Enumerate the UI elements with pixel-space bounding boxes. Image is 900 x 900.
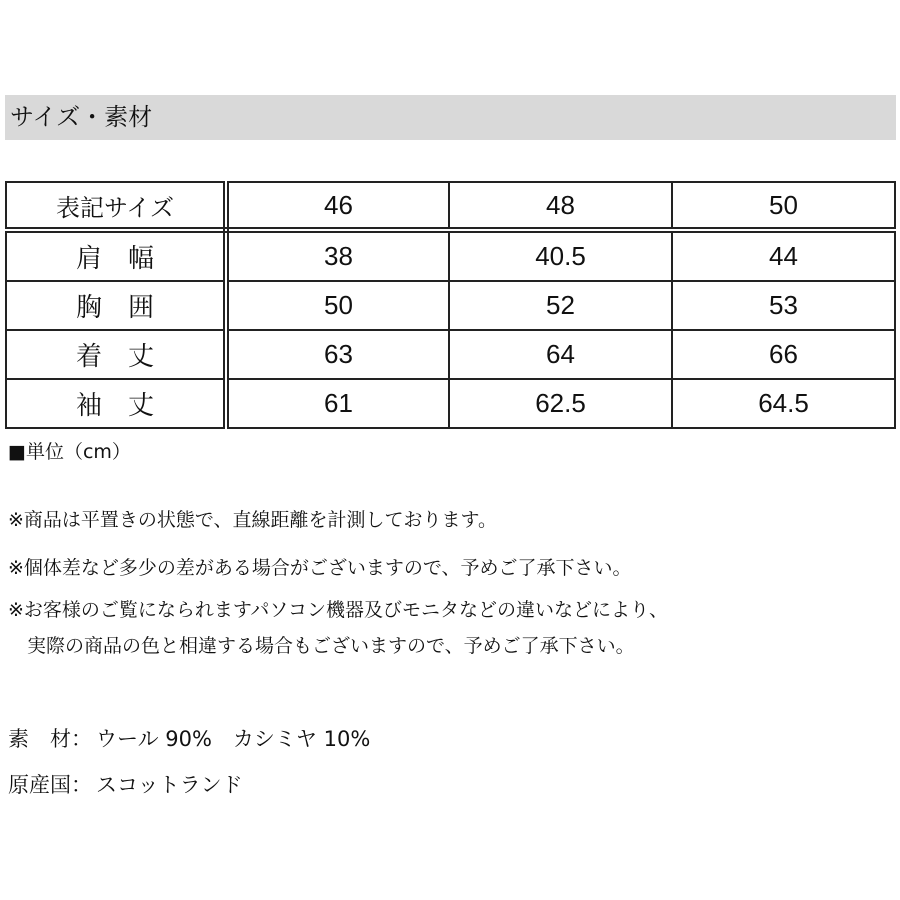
table-cell: 52	[449, 281, 672, 330]
unit-note: ■単位（cm）	[8, 441, 131, 463]
table-header-row	[6, 182, 895, 230]
table-cell: 44	[672, 230, 895, 281]
note-measurement: ※商品は平置きの状態で、直線距離を計測しております。	[8, 509, 498, 531]
table-cell: 61	[226, 379, 449, 428]
row-label-shoulder: 肩 幅	[6, 230, 226, 281]
origin-line	[8, 771, 243, 799]
row-label-chest: 胸 囲	[6, 281, 226, 330]
note-monitor: ※お客様のご覧になられますパソコン機器及びモニタなどの違いなどにより、	[8, 599, 669, 621]
table-cell: 64.5	[672, 379, 895, 428]
size-table	[5, 181, 896, 429]
table-row-shoulder	[6, 230, 895, 281]
origin-value: スコットランド	[96, 773, 243, 797]
row-label-length: 着 丈	[6, 330, 226, 379]
table-row-sleeve	[6, 379, 895, 428]
row-label-sleeve: 袖 丈	[6, 379, 226, 428]
note-color: 実際の商品の色と相違する場合もございますので、予めご了承下さい。	[8, 635, 635, 657]
table-cell: 53	[672, 281, 895, 330]
material-label: 素 材：	[8, 727, 92, 751]
table-cell: 62.5	[449, 379, 672, 428]
table-row-chest	[6, 281, 895, 330]
table-cell: 40.5	[449, 230, 672, 281]
section-title: サイズ・素材	[5, 95, 896, 140]
size-46-header: 46	[226, 182, 449, 230]
note-variation: ※個体差など多少の差がある場合がございますので、予めご了承下さい。	[8, 557, 632, 579]
table-cell: 63	[226, 330, 449, 379]
table-cell: 50	[226, 281, 449, 330]
origin-label: 原産国：	[8, 773, 92, 797]
table-cell: 64	[449, 330, 672, 379]
size-label-header: 表記サイズ	[6, 182, 226, 230]
size-50-header: 50	[672, 182, 895, 230]
material-line	[8, 725, 370, 753]
size-48-header: 48	[449, 182, 672, 230]
table-cell: 66	[672, 330, 895, 379]
table-cell: 38	[226, 230, 449, 281]
table-row-length	[6, 330, 895, 379]
material-value: ウール 90% カシミヤ 10%	[96, 727, 371, 751]
